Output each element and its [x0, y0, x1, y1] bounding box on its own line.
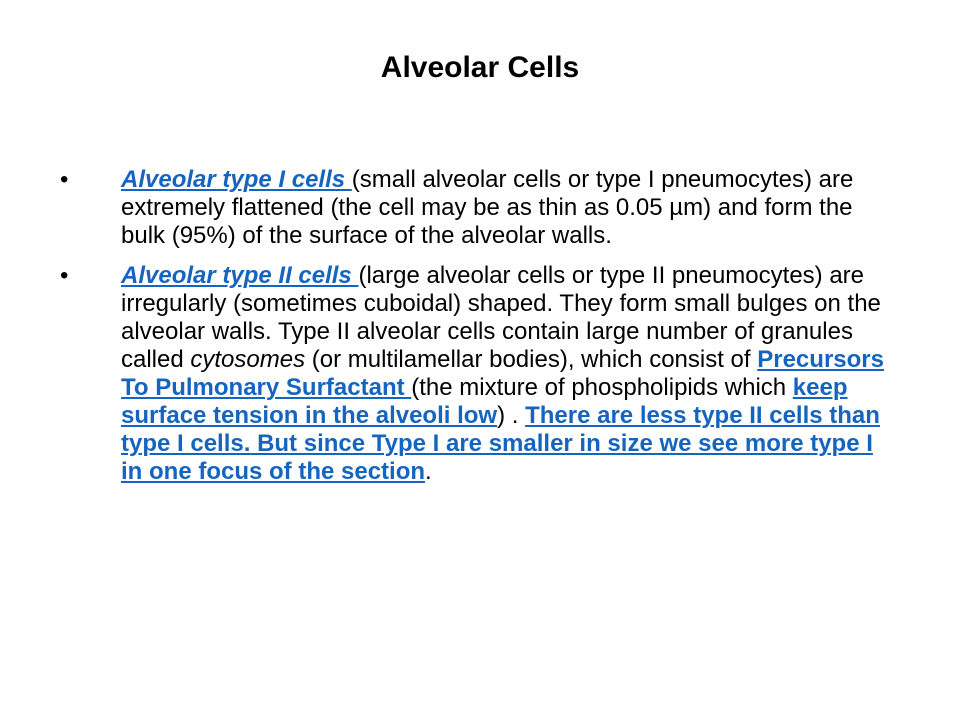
type-2-description: (large alveolar cells or type II pneumocytes) are irregularly (sometimes cuboidal) shaped. They form small bulges on the alveolar walls. Type II alveolar cells contain large number of granules called	[121, 262, 881, 373]
bullet-dot-icon: •	[60, 166, 69, 193]
type-1-cells-link[interactable]: Alveolar type I cells	[121, 166, 352, 193]
type-2-cells-link[interactable]: Alveolar type II cells	[121, 262, 359, 289]
cytosomes-term: cytosomes	[190, 346, 306, 373]
slide-title: Alveolar Cells	[380, 51, 580, 84]
bullet-dot-icon: •	[60, 262, 69, 289]
separator-text: ) .	[497, 402, 526, 429]
surface-tension-link[interactable]: keep surface tension in the alveoli low	[121, 374, 848, 429]
multilamellar-text: (or multilamellar bodies), which consist of	[305, 346, 758, 373]
bullet-item-type-1	[0, 166, 893, 250]
phospholipids-text: (the mixture of phospholipids which	[411, 374, 793, 401]
final-period: .	[425, 458, 432, 485]
cell-count-note-link[interactable]: There are less type II cells than type I cells. But since Type I are smaller in size we see more type I in one focus of the section	[121, 402, 880, 485]
surfactant-precursors-link[interactable]: Precursors To Pulmonary Surfactant	[121, 346, 884, 401]
type-1-description: (small alveolar cells or type I pneumocytes) are extremely flattened (the cell may be as thin as 0.05 µm) and form the bulk (95%) of the surface of the alveolar walls.	[121, 166, 854, 249]
bullet-item-type-2	[0, 262, 893, 486]
bullet-list	[0, 166, 960, 498]
